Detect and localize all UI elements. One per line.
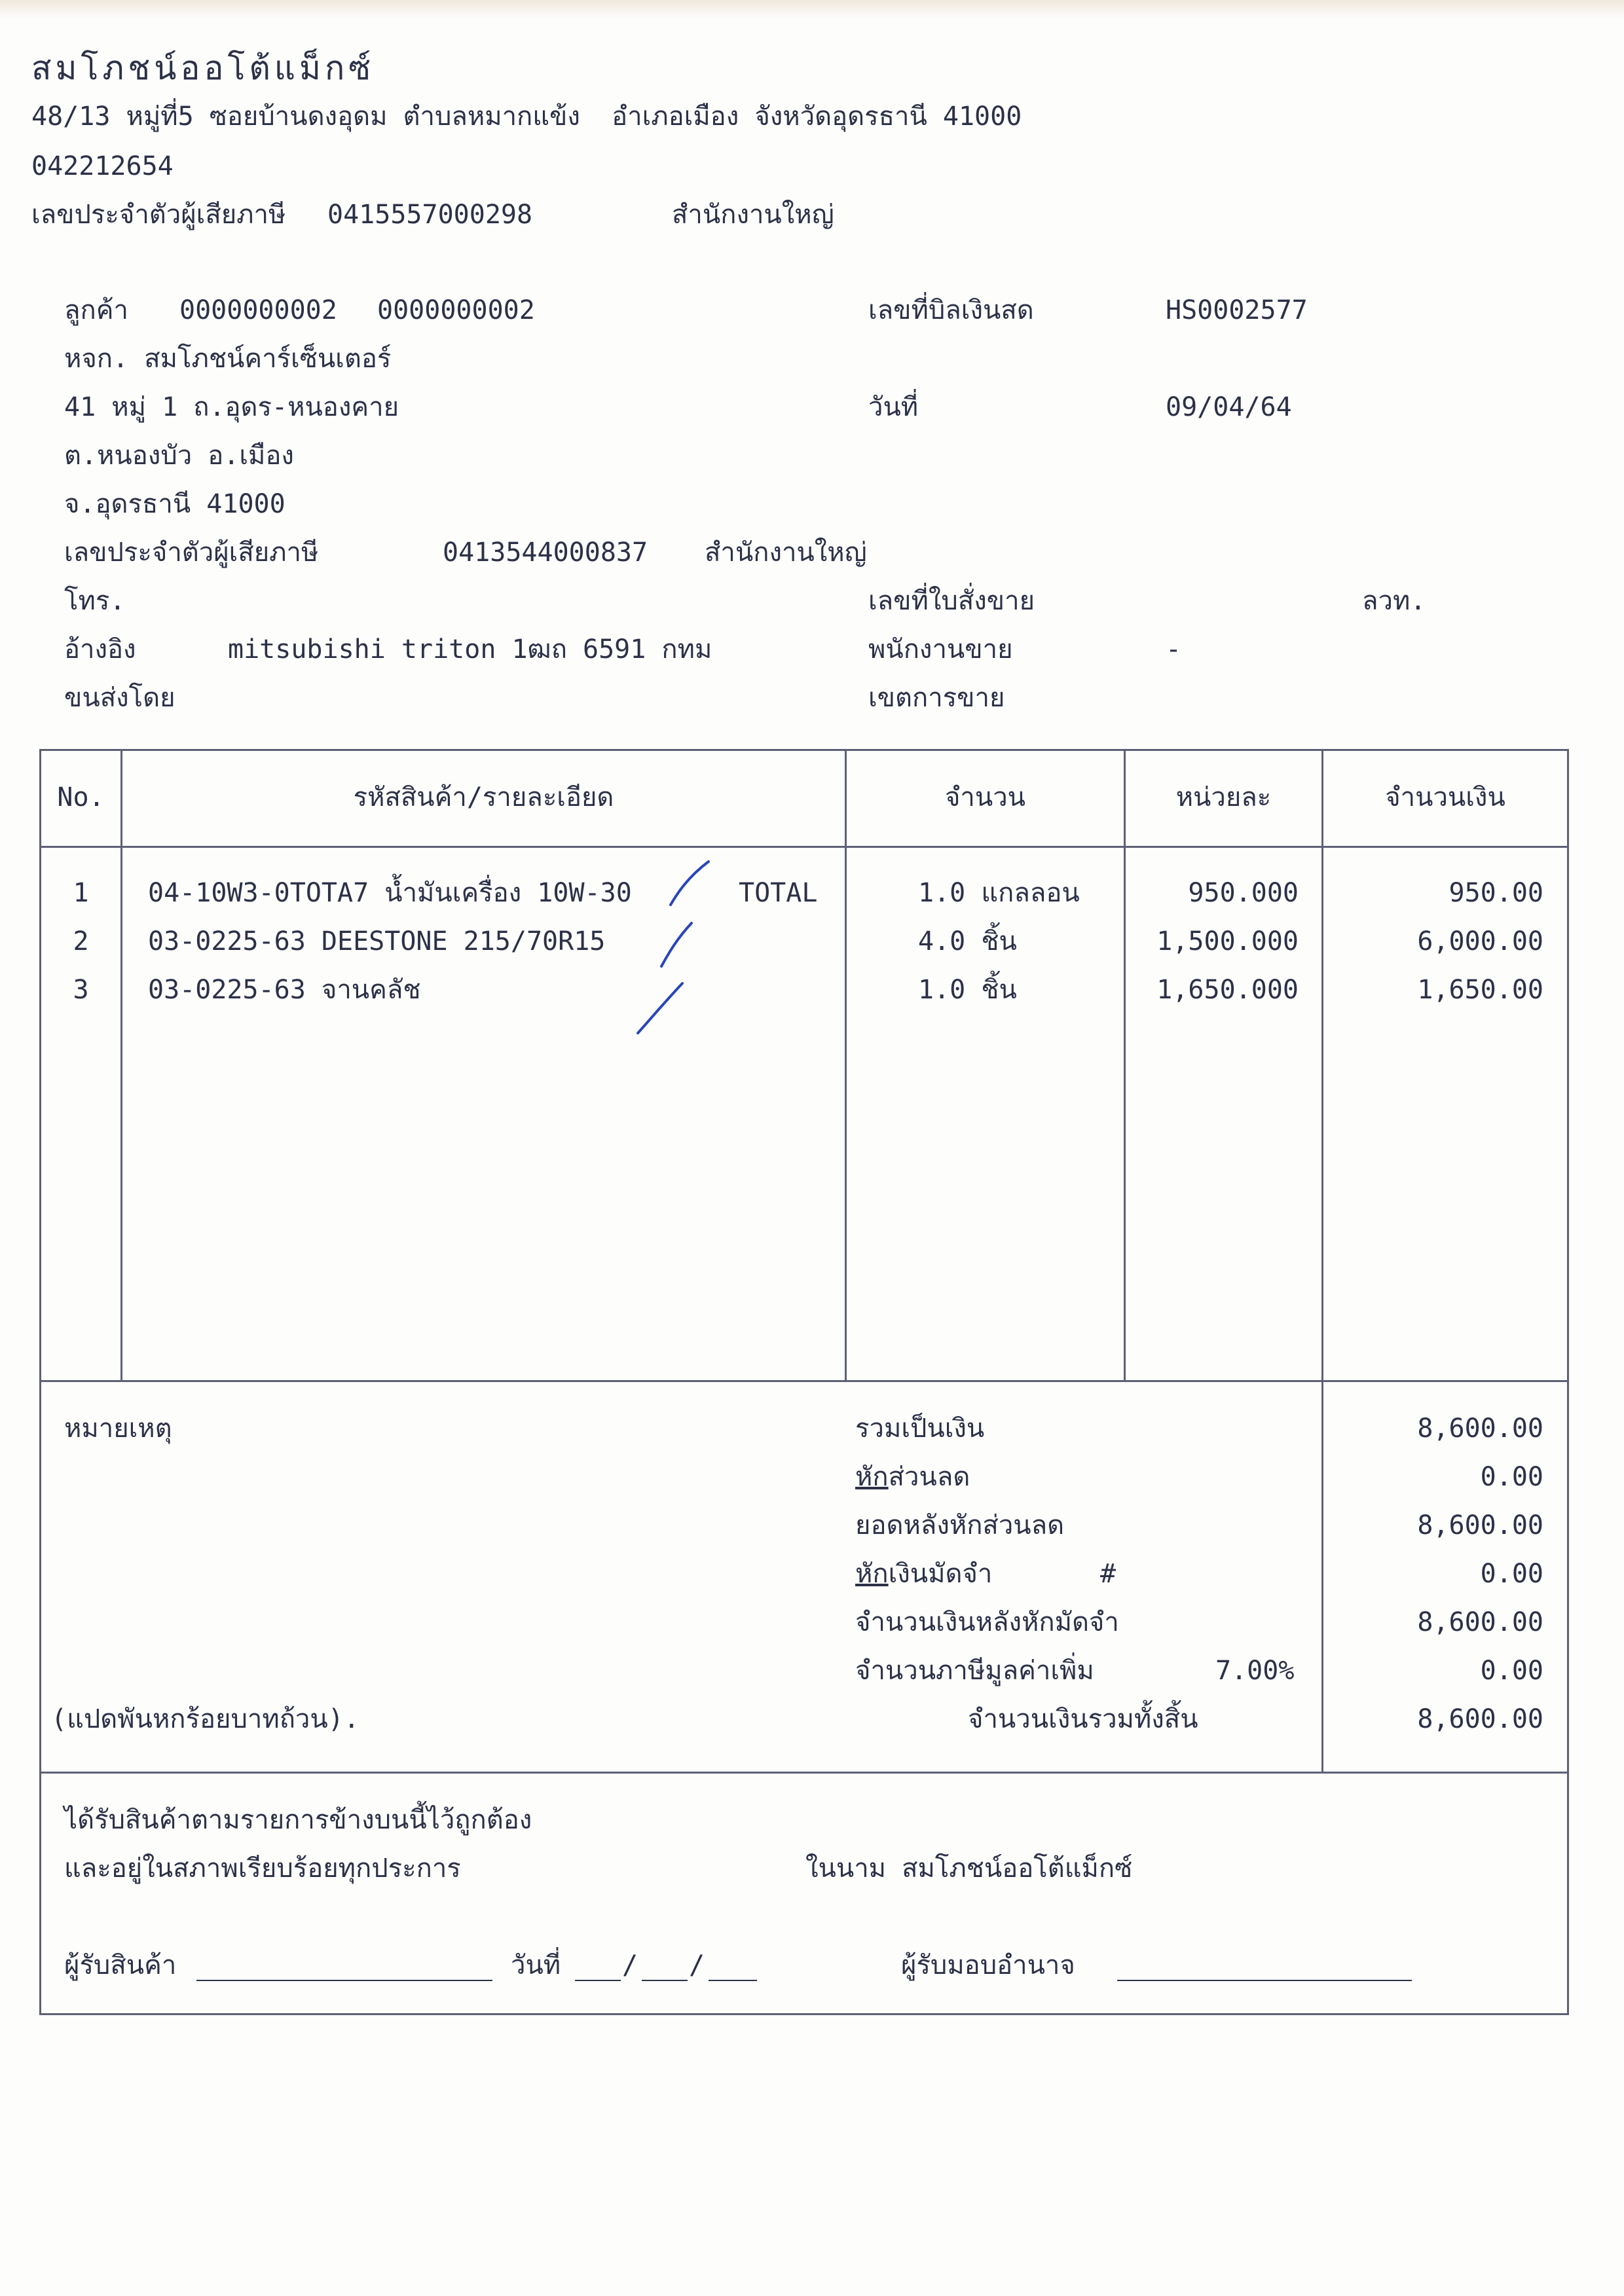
row-3-unit-price: 1,650.000 <box>1156 975 1299 1005</box>
received-statement-line-2: และอยู่ในสภาพเรียบร้อยทุกประการ <box>64 1853 461 1884</box>
salesperson-label: พนักงานขาย <box>868 634 1013 665</box>
company-phone: 042212654 <box>31 151 174 181</box>
customer-branch: สำนักงานใหญ่ <box>705 538 867 568</box>
discount-label-rest: ส่วนลด <box>888 1462 970 1492</box>
amount-in-words: (แปดพันหกร้อยบาทถ้วน). <box>51 1704 360 1734</box>
header-description: รหัสสินค้า/รายละเอียด <box>353 782 614 812</box>
row-1-amount: 950.00 <box>1449 878 1543 908</box>
paper-top-edge <box>0 0 1624 18</box>
customer-address-1: 41 หมู่ 1 ถ.อุดร-หนองคาย <box>64 392 399 422</box>
discount-value: 0.00 <box>1480 1462 1543 1492</box>
deposit-label-rest: เงินมัดจำ <box>888 1559 993 1589</box>
salesperson-value: - <box>1166 634 1182 665</box>
row-1-description: 04-10W3-0TOTA7 น้ำมันเครื่อง 10W-30 <box>148 878 632 908</box>
sales-area-label: เขตการขาย <box>868 683 1005 713</box>
summary-divider <box>39 1772 1569 1774</box>
vat-rate: 7.00% <box>1215 1656 1295 1686</box>
col-divider-1 <box>120 749 122 1381</box>
company-address: 48/13 หมู่ที่5 ซอยบ้านดงอุดม ตำบลหมากแข้ง อำเภอเมือง จังหวัดอุดรธานี 41000 <box>31 101 1022 132</box>
handwritten-check-icon <box>657 918 703 970</box>
bill-no-value: HS0002577 <box>1166 295 1308 325</box>
vat-label: จำนวนภาษีมูลค่าเพิ่ม <box>855 1656 1094 1686</box>
header-quantity: จำนวน <box>944 782 1026 812</box>
col-divider-3 <box>1124 749 1126 1381</box>
row-1-quantity: 1.0 แกลลอน <box>918 878 1080 908</box>
header-no: No. <box>57 782 105 812</box>
bill-date-label: วันที่ <box>868 392 919 422</box>
customer-code-2: 0000000002 <box>377 295 535 325</box>
discount-label-underlined: หัก <box>855 1462 889 1492</box>
date-slash: / <box>622 1950 638 1980</box>
customer-label: ลูกค้า <box>64 295 128 325</box>
after-discount-value: 8,600.00 <box>1417 1510 1543 1540</box>
authorized-signature-line <box>1117 1980 1412 1981</box>
receiver-signature-line <box>196 1980 492 1981</box>
customer-tel-label: โทร. <box>64 586 126 616</box>
remark-label: หมายเหตุ <box>64 1413 172 1444</box>
customer-tax-label: เลขประจำตัวผู้เสียภาษี <box>64 538 319 568</box>
bill-no-label: เลขที่บิลเงินสด <box>868 295 1034 325</box>
reference-label: อ้างอิง <box>64 634 136 665</box>
row-3-quantity: 1.0 ชิ้น <box>918 975 1017 1005</box>
header-unit-price: หน่วยละ <box>1175 782 1272 812</box>
row-2-description: 03-0225-63 DEESTONE 215/70R15 <box>148 926 606 957</box>
row-2-no: 2 <box>73 926 89 957</box>
date-year-line <box>709 1980 757 1981</box>
company-tax-label: เลขประจำตัวผู้เสียภาษี <box>31 200 286 230</box>
row-1-unit-price: 950.000 <box>1188 878 1299 908</box>
authorized-label: ผู้รับมอบอำนาจ <box>901 1950 1075 1980</box>
handwritten-check-icon <box>668 858 714 910</box>
sales-order-label: เลขที่ใบสั่งขาย <box>868 586 1035 616</box>
row-1-description-extra: TOTAL <box>739 878 818 908</box>
deposit-value: 0.00 <box>1480 1559 1543 1589</box>
handwritten-check-icon <box>634 978 686 1037</box>
customer-address-2: ต.หนองบัว อ.เมือง <box>64 441 294 471</box>
col-divider-2 <box>845 749 847 1381</box>
receiver-label: ผู้รับสินค้า <box>64 1950 177 1980</box>
discount-label <box>855 1461 970 1493</box>
row-3-no: 3 <box>73 975 89 1005</box>
bill-date-value: 09/04/64 <box>1166 392 1292 422</box>
on-behalf-of: ในนาม สมโภชน์ออโต้แม็กซ์ <box>805 1853 1133 1884</box>
subtotal-value: 8,600.00 <box>1417 1413 1543 1444</box>
shipping-label: ขนส่งโดย <box>64 683 175 713</box>
date-slash: / <box>689 1950 705 1980</box>
reference-value: mitsubishi triton 1ฒถ 6591 กทม <box>228 634 712 665</box>
deposit-label-underlined: หัก <box>855 1559 889 1589</box>
row-3-description: 03-0225-63 จานคลัช <box>148 975 421 1005</box>
sales-order-value: ลวท. <box>1362 586 1426 616</box>
row-2-quantity: 4.0 ชิ้น <box>918 926 1017 957</box>
grand-total-label: จำนวนเงินรวมทั้งสิ้น <box>968 1704 1198 1734</box>
vat-value: 0.00 <box>1480 1656 1543 1686</box>
deposit-hash: # <box>1100 1559 1116 1589</box>
row-3-amount: 1,650.00 <box>1417 975 1543 1005</box>
after-deposit-label: จำนวนเงินหลังหักมัดจำ <box>855 1607 1119 1637</box>
receipt-date-label: วันที่ <box>511 1950 561 1980</box>
deposit-label <box>855 1558 992 1590</box>
received-statement-line-1: ได้รับสินค้าตามรายการข้างบนนี้ไว้ถูกต้อง <box>64 1805 532 1835</box>
company-name: สมโภชน์ออโต้แม็กซ์ <box>31 49 375 87</box>
company-branch: สำนักงานใหญ่ <box>672 200 834 230</box>
header-amount: จำนวนเงิน <box>1385 782 1505 812</box>
row-2-unit-price: 1,500.000 <box>1156 926 1299 957</box>
grand-total-value: 8,600.00 <box>1417 1704 1543 1734</box>
items-divider <box>39 1380 1569 1382</box>
header-divider <box>39 846 1569 848</box>
row-2-amount: 6,000.00 <box>1417 926 1543 957</box>
date-day-line <box>575 1980 621 1981</box>
company-tax-id: 0415557000298 <box>327 200 533 230</box>
customer-code-1: 0000000002 <box>179 295 337 325</box>
subtotal-label: รวมเป็นเงิน <box>855 1413 985 1444</box>
after-deposit-value: 8,600.00 <box>1417 1607 1543 1637</box>
customer-name: หจก. สมโภชน์คาร์เซ็นเตอร์ <box>64 344 392 374</box>
after-discount-label: ยอดหลังหักส่วนลด <box>855 1510 1065 1540</box>
date-month-line <box>642 1980 688 1981</box>
row-1-no: 1 <box>73 878 89 908</box>
customer-address-3: จ.อุดรธานี 41000 <box>64 489 286 519</box>
customer-tax-id: 0413544000837 <box>443 538 648 568</box>
